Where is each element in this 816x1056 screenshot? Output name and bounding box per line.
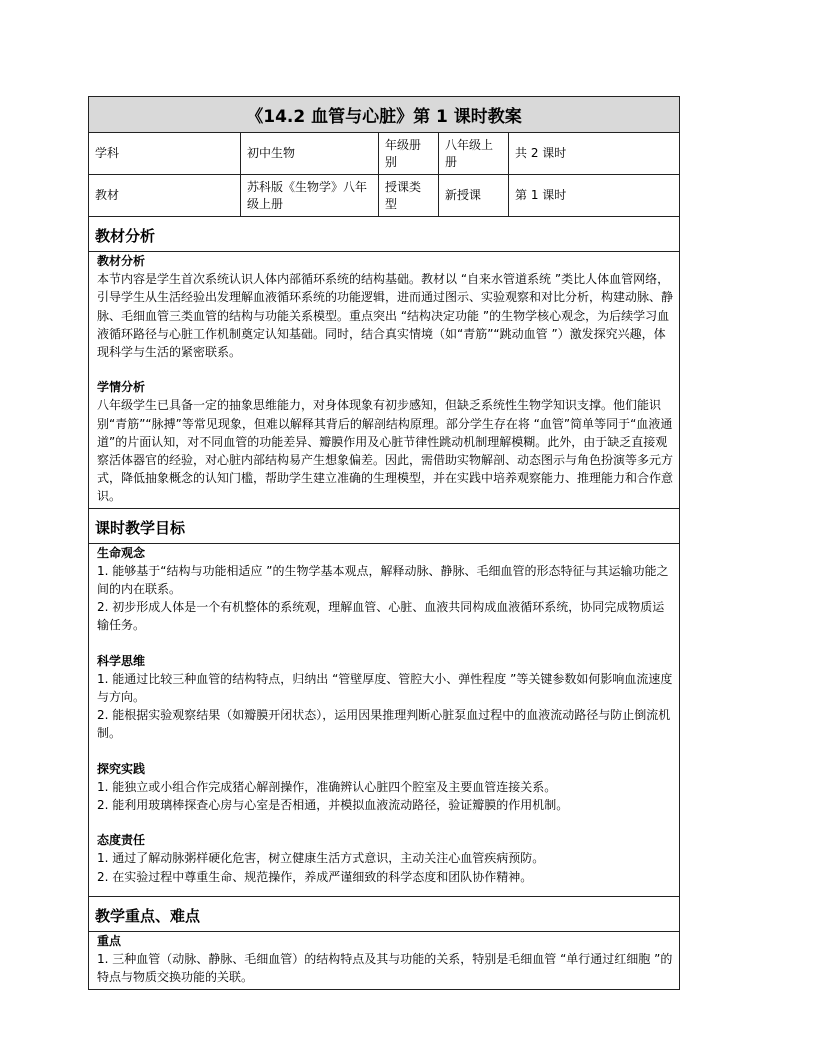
meta-value-textbook: 苏科版《生物学》八年级上册 [241, 175, 379, 217]
meta-row-1 [89, 133, 680, 175]
subheading-textbook-analysis: 教材分析 [97, 254, 146, 268]
keypoint-item: 1. 三种血管（动脉、静脉、毛细血管）的结构特点及其与功能的关系，特别是毛细血管 “单行通过红细胞 ”的特点与物质交换功能的关联。 [97, 952, 673, 985]
meta-value-type: 新授课 [439, 175, 509, 217]
section-body-goals [89, 543, 680, 896]
section-body-analysis [89, 252, 680, 509]
goal-item: 1. 能独立或小组合作完成猪心解剖操作，准确辨认心脏四个腔室及主要血管连接关系。 [97, 779, 557, 794]
goal-item: 2. 能根据实验观察结果（如瓣膜开闭状态），运用因果推理判断心脏泵血过程中的血液流动路径与防止倒流机制。 [97, 708, 671, 741]
goal-item: 2. 初步形成人体是一个有机整体的系统观，理解血管、心脏、血液共同构成血液循环系统，协同完成物质运输任务。 [97, 600, 665, 633]
lesson-plan-sheet [88, 96, 679, 990]
goal-item: 1. 通过了解动脉粥样硬化危害，树立健康生活方式意识，主动关注心血管疾病预防。 [97, 851, 545, 866]
goal-title-attitude-responsibility: 态度责任 [97, 833, 146, 848]
meta-label-grade: 年级册别 [379, 133, 439, 175]
meta-value-grade: 八年级上册 [439, 133, 509, 175]
meta-label-subject: 学科 [89, 133, 241, 175]
paragraph-student-analysis: 八年级学生已具备一定的抽象思维能力，对身体现象有初步感知，但缺乏系统性生物学知识支撑。他们能识别“青筋”“脉搏”等常见现象，但难以解释其背后的解剖结构原理。部分学生存在将 “血管”简单等同于“血液通道”的片面认知，对不同血管的功能差异、瓣膜作用及心脏节律性跳动机制理解模糊。此外，由于缺乏直接观察活体器官的经验，对心脏内部结构易产生想象偏差。因此，需借助实物解剖、动态图示与角色扮演等多元方式，降低抽象概念的认知门槛，帮助学生建立准确的生理模型，并在实践中培养观察能力、推理能力和合作意识。 [97, 398, 674, 504]
meta-label-textbook: 教材 [89, 175, 241, 217]
meta-current-period: 第 1 课时 [509, 175, 680, 217]
goal-item: 2. 能利用玻璃棒探查心房与心室是否相通，并模拟血液流动路径，验证瓣膜的作用机制。 [97, 798, 569, 813]
meta-value-subject: 初中生物 [241, 133, 379, 175]
subheading-student-analysis: 学情分析 [97, 380, 146, 395]
document-title: 《14.2 血管与心脏》第 1 课时教案 [89, 97, 680, 133]
section-body-keypoints [89, 931, 680, 989]
lesson-plan-table [88, 96, 680, 990]
meta-label-type: 授课类型 [379, 175, 439, 217]
section-heading-keypoints: 教学重点、难点 [89, 896, 680, 931]
goal-title-life-concept: 生命观念 [97, 545, 146, 560]
section-heading-analysis: 教材分析 [89, 217, 680, 252]
paragraph-textbook-analysis: 本节内容是学生首次系统认识人体内部循环系统的结构基础。教材以 “自来水管道系统 ”类比人体血管网络，引导学生从生活经验出发理解血液循环系统的功能逻辑，进而通过图示、实验观察和对比分析，构建动脉、静脉、毛细血管三类血管的结构与功能关系模型。重点突出 “结构决定功能 ”的生物学核心观念，为后续学习血液循环路径与心脏工作机制奠定认知基础。同时，结合真实情境（如“青筋”“跳动血管 ”）激发探究兴趣，体现科学与生活的紧密联系。 [97, 272, 674, 360]
goal-title-scientific-thinking: 科学思维 [97, 653, 146, 668]
goal-item: 1. 能够基于“结构与功能相适应 ”的生物学基本观点，解释动脉、静脉、毛细血管的形态特征与其运输功能之间的内在联系。 [97, 563, 669, 597]
meta-total-periods: 共 2 课时 [509, 133, 680, 175]
subheading-keypoint: 重点 [97, 933, 122, 948]
goal-item: 2. 在实验过程中尊重生命、规范操作，养成严谨细致的科学态度和团队协作精神。 [97, 869, 533, 884]
meta-row-2 [89, 175, 680, 217]
goal-item: 1. 能通过比较三种血管的结构特点，归纳出 “管壁厚度、管腔大小、弹性程度 ”等关键参数如何影响血流速度与方向。 [97, 671, 673, 705]
goal-title-inquiry-practice: 探究实践 [97, 761, 146, 776]
section-heading-goals: 课时教学目标 [89, 508, 680, 543]
